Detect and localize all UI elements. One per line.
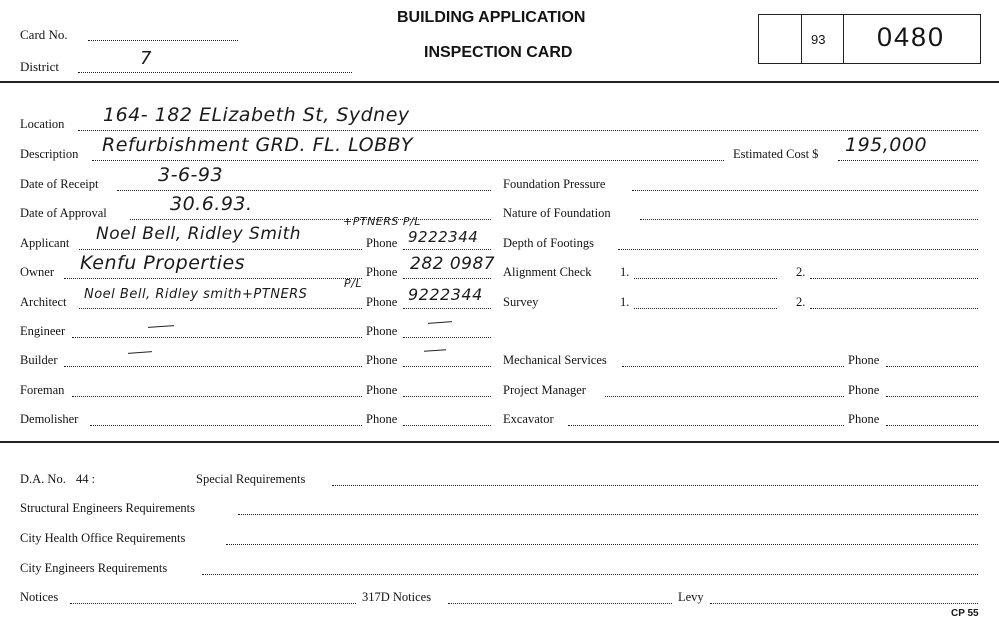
structural-requirements-line (238, 514, 978, 515)
nature-foundation-label: Nature of Foundation (503, 206, 611, 220)
levy-line (710, 603, 978, 604)
applicant-phone-label: Phone (366, 236, 398, 250)
architect-label: Architect (20, 295, 67, 309)
owner-phone-label: Phone (366, 265, 398, 279)
district-label: District (20, 59, 59, 74)
city-engineers-requirements-label: City Engineers Requirements (20, 561, 168, 575)
project-manager-line (605, 396, 844, 397)
alignment-line-1 (634, 278, 777, 279)
date-receipt-value: 3-6-93 (158, 164, 224, 186)
owner-phone-line (403, 278, 491, 279)
survey-line-2 (810, 308, 978, 309)
owner-line (64, 278, 362, 279)
card-no-label: Card No. (20, 27, 68, 42)
survey-label: Survey (503, 295, 539, 309)
description-label: Description (20, 147, 79, 161)
foreman-phone-label: Phone (366, 383, 398, 397)
alignment-line-2 (810, 278, 978, 279)
alignment-num-2: 2. (796, 265, 806, 279)
mechanical-phone-line (886, 366, 978, 367)
demolisher-label: Demolisher (20, 412, 79, 426)
excavator-phone-label: Phone (848, 412, 880, 426)
section-divider (0, 441, 999, 443)
architect-phone-label: Phone (366, 295, 398, 309)
owner-phone: 282 0987 (410, 254, 496, 274)
foreman-line (72, 396, 362, 397)
date-approval-value: 30.6.93. (170, 193, 253, 215)
architect-line (79, 308, 362, 309)
notices-label: Notices (20, 590, 59, 604)
builder-label: Builder (20, 353, 58, 367)
depth-footings-label: Depth of Footings (503, 236, 594, 250)
nature-foundation-line (640, 219, 978, 220)
survey-num-2: 2. (796, 295, 806, 309)
page-title: BUILDING APPLICATION (397, 9, 586, 26)
mechanical-line (622, 366, 844, 367)
foreman-label: Foreman (20, 383, 65, 397)
survey-line-1 (634, 308, 777, 309)
form-code: CP 55 (951, 608, 979, 619)
card-number: 0480 (877, 22, 946, 52)
card-year: 93 (811, 32, 826, 47)
owner-label: Owner (20, 265, 55, 279)
applicant-phone: 9222344 (408, 228, 479, 246)
notices-317d-line (448, 603, 672, 604)
demolisher-phone-line (403, 425, 491, 426)
description-value: Refurbishment GRD. FL. LOBBY (102, 134, 413, 156)
da-no-value: 44 : (76, 472, 96, 486)
special-requirements-label: Special Requirements (196, 472, 306, 486)
alignment-num-1: 1. (620, 265, 630, 279)
location-label: Location (20, 117, 65, 131)
date-receipt-label: Date of Receipt (20, 177, 99, 191)
da-no-label: D.A. No. (20, 472, 66, 486)
engineer-phone-label: Phone (366, 324, 398, 338)
project-manager-label: Project Manager (503, 383, 586, 397)
city-engineers-requirements-line (202, 574, 978, 575)
architect-phone-line (403, 308, 491, 309)
date-approval-line (130, 219, 491, 220)
date-receipt-line (117, 190, 491, 191)
survey-num-1: 1. (620, 295, 630, 309)
alignment-check-label: Alignment Check (503, 265, 592, 279)
depth-footings-line (618, 249, 978, 250)
estimated-cost-label: Estimated Cost $ (733, 147, 819, 161)
engineer-blank-mark (148, 325, 174, 328)
card-number-boxes (758, 14, 981, 64)
structural-requirements-label: Structural Engineers Requirements (20, 501, 195, 515)
estimated-cost-value: 195,000 (845, 134, 928, 156)
notices-317d-label: 317D Notices (362, 590, 432, 604)
builder-phone-blank-mark (424, 349, 446, 352)
mechanical-phone-label: Phone (848, 353, 880, 367)
header-divider (0, 81, 999, 83)
excavator-line (568, 425, 844, 426)
notices-line (70, 603, 356, 604)
page-subtitle: INSPECTION CARD (424, 44, 573, 61)
foreman-phone-line (403, 396, 491, 397)
builder-phone-label: Phone (366, 353, 398, 367)
architect-phone: 9222344 (408, 285, 483, 304)
demolisher-phone-label: Phone (366, 412, 398, 426)
engineer-phone-blank-mark (428, 321, 452, 324)
box-divider (801, 15, 802, 63)
owner-value: Kenfu Properties (80, 252, 246, 274)
location-line (78, 130, 978, 131)
builder-blank-mark (128, 351, 152, 354)
foundation-pressure-line (632, 190, 978, 191)
applicant-value-sup: +PTNERS P/L (343, 215, 421, 228)
applicant-phone-line (403, 249, 491, 250)
engineer-line (72, 337, 362, 338)
engineer-label: Engineer (20, 324, 66, 338)
project-manager-phone-label: Phone (848, 383, 880, 397)
excavator-phone-line (886, 425, 978, 426)
box-divider (843, 15, 844, 63)
architect-value-sup: P/L (344, 277, 362, 290)
applicant-label: Applicant (20, 236, 70, 250)
health-requirements-line (226, 544, 978, 545)
excavator-label: Excavator (503, 412, 554, 426)
engineer-phone-line (403, 337, 491, 338)
location-value: 164- 182 ELizabeth St, Sydney (103, 104, 410, 126)
description-line (92, 160, 724, 161)
foundation-pressure-label: Foundation Pressure (503, 177, 606, 191)
levy-label: Levy (678, 590, 704, 604)
architect-value: Noel Bell, Ridley smith+PTNERS (84, 287, 308, 302)
card-no-line (88, 40, 238, 41)
mechanical-label: Mechanical Services (503, 353, 607, 367)
applicant-value: Noel Bell, Ridley Smith (96, 224, 302, 244)
date-approval-label: Date of Approval (20, 206, 107, 220)
builder-phone-line (403, 366, 491, 367)
project-manager-phone-line (886, 396, 978, 397)
estimated-cost-line (838, 160, 978, 161)
demolisher-line (90, 425, 362, 426)
health-requirements-label: City Health Office Requirements (20, 531, 186, 545)
special-requirements-line (332, 485, 978, 486)
district-value: 7 (140, 48, 152, 69)
builder-line (64, 366, 362, 367)
district-line (78, 72, 352, 73)
applicant-line (79, 249, 362, 250)
